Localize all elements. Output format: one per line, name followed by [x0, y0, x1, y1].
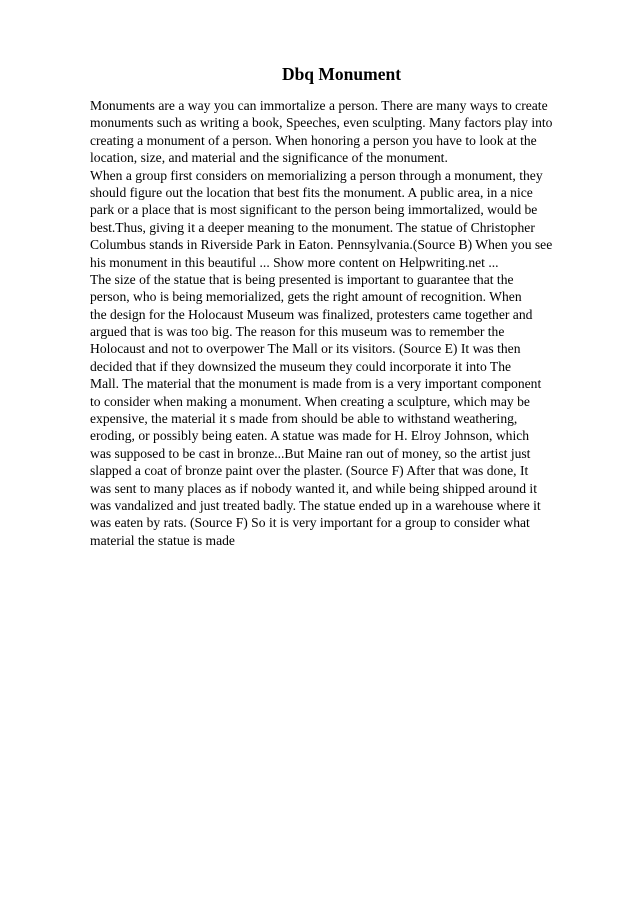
text-line: location, size, and material and the significance of the monument.: [90, 150, 448, 166]
text-line: The size of the statue that is being presented is important to guarantee that the: [90, 271, 514, 287]
document-body: [90, 97, 610, 549]
text-line: When a group first considers on memorializing a person through a monument, they: [90, 167, 543, 183]
text-line: was eaten by rats. (Source F) So it is very important for a group to consider what: [90, 515, 530, 531]
text-line: slapped a coat of bronze paint over the plaster. (Source F) After that was done, It: [90, 463, 529, 479]
text-line: was supposed to be cast in bronze...But Maine ran out of money, so the artist just: [90, 445, 531, 461]
document-title: Dbq Monument: [281, 64, 402, 84]
text-line: material the statue is made: [90, 532, 235, 548]
text-line: decided that if they downsized the museum they could incorporate it into The: [90, 358, 512, 374]
text-line: best.Thus, giving it a deeper meaning to the monument. The statue of Christopher: [90, 219, 535, 235]
text-line: his monument in this beautiful ... Show more content on Helpwriting.net ...: [90, 254, 499, 270]
text-line: expensive, the material it s made from should be able to withstand weathering,: [90, 411, 518, 427]
text-line: should figure out the location that best fits the monument. A public area, in a nice: [90, 184, 533, 200]
text-line: was sent to many places as if nobody wanted it, and while being shipped around it: [90, 480, 537, 496]
text-line: Monuments are a way you can immortalize a person. There are many ways to create: [90, 98, 548, 113]
text-line: monuments such as writing a book, Speeches, even sculpting. Many factors play into: [90, 115, 553, 131]
text-line: Columbus stands in Riverside Park in Eaton. Pennsylvania.(Source B) When you see: [90, 237, 553, 253]
text-line: creating a monument of a person. When honoring a person you have to look at the: [90, 132, 537, 148]
text-line: park or a place that is most significant to the person being immortalized, would be: [90, 202, 538, 218]
text-line: person, who is being memorialized, gets the right amount of recognition. When: [90, 289, 522, 305]
text-line: Holocaust and not to overpower The Mall or its visitors. (Source E) It was then: [90, 341, 521, 357]
text-line: the design for the Holocaust Museum was finalized, protesters came together and: [90, 306, 533, 322]
text-line: was vandalized and just treated badly. The statue ended up in a warehouse where it: [90, 497, 541, 513]
text-line: to consider when making a monument. When creating a sculpture, which may be: [90, 393, 530, 409]
text-line: argued that is was too big. The reason for this museum was to remember the: [90, 324, 505, 340]
text-line: eroding, or possibly being eaten. A statue was made for H. Elroy Johnson, which: [90, 428, 530, 444]
text-line: Mall. The material that the monument is made from is a very important component: [90, 376, 542, 392]
